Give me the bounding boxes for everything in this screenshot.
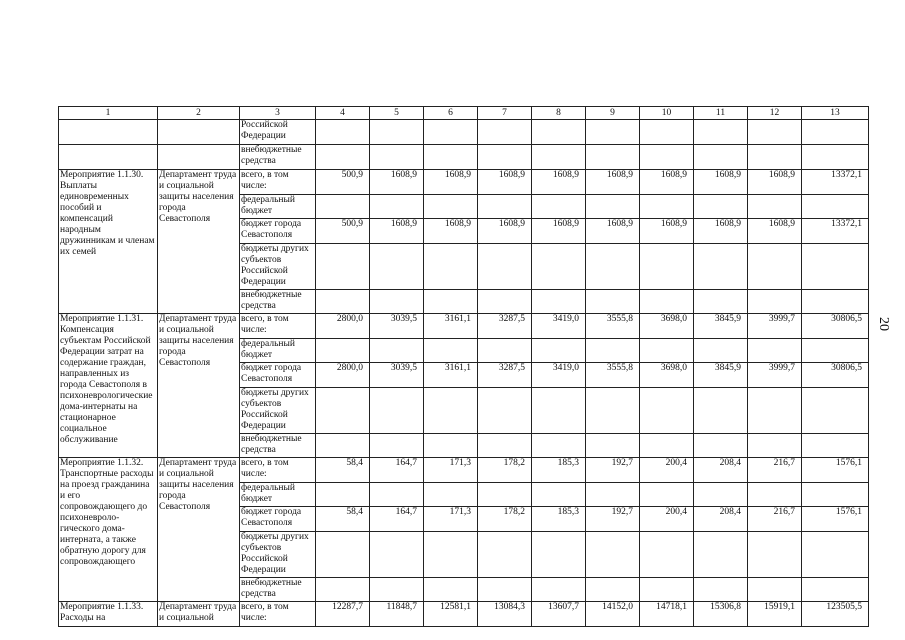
value-cell [694,339,748,363]
value-cell: 3999,7 [748,314,802,339]
value-cell: 208,4 [694,458,748,483]
value-cell: 1608,9 [370,219,424,244]
value-cell: 13607,7 [532,602,586,627]
value-cell: 1608,9 [532,219,586,244]
value-cell [370,290,424,314]
value-cell [694,483,748,507]
value-cell [802,244,869,290]
executor-name: Департамент труда и социальной защиты населения города Севастополя [158,314,240,458]
value-cell: 185,3 [532,507,586,532]
value-cell: 3555,8 [586,363,640,388]
value-cell [370,434,424,458]
value-cell [640,483,694,507]
value-cell: 1576,1 [802,458,869,483]
value-cell [802,532,869,578]
header-cell: 12 [748,107,802,120]
measure-cell [59,145,158,170]
header-cell: 7 [478,107,532,120]
value-cell: 216,7 [748,458,802,483]
value-cell: 13084,3 [478,602,532,627]
value-cell: 2800,0 [316,363,370,388]
value-cell [316,388,370,434]
source-cell: Российской Федерации [240,120,316,145]
value-cell [748,532,802,578]
value-cell [586,483,640,507]
value-cell [748,145,802,170]
value-cell: 164,7 [370,507,424,532]
table-row [59,145,869,170]
value-cell [748,244,802,290]
header-cell: 9 [586,107,640,120]
value-cell: 14152,0 [586,602,640,627]
source-cell: всего, в том числе: [240,602,316,627]
value-cell [532,483,586,507]
header-cell: 4 [316,107,370,120]
value-cell [694,244,748,290]
value-cell [532,290,586,314]
value-cell [640,120,694,145]
value-cell [640,388,694,434]
value-cell: 13372,1 [802,170,869,195]
header-cell: 13 [802,107,869,120]
value-cell [532,145,586,170]
value-cell [478,578,532,602]
value-cell [478,339,532,363]
value-cell [640,195,694,219]
value-cell: 58,4 [316,507,370,532]
header-cell: 1 [59,107,158,120]
value-cell [424,145,478,170]
value-cell [640,339,694,363]
header-row [59,107,869,120]
value-cell [532,339,586,363]
source-cell: бюджеты других субъектов Российской Федерации [240,532,316,578]
value-cell [586,145,640,170]
value-cell: 3419,0 [532,314,586,339]
value-cell: 123505,5 [802,602,869,627]
value-cell [694,120,748,145]
value-cell [370,145,424,170]
source-cell: всего, в том числе: [240,170,316,195]
value-cell: 3698,0 [640,363,694,388]
value-cell: 3287,5 [478,363,532,388]
value-cell [424,195,478,219]
value-cell [370,483,424,507]
value-cell: 192,7 [586,507,640,532]
source-cell: всего, в том числе: [240,314,316,339]
source-cell: бюджеты других субъектов Российской Федерации [240,388,316,434]
value-cell [316,339,370,363]
value-cell: 200,4 [640,458,694,483]
header-cell: 5 [370,107,424,120]
value-cell [478,244,532,290]
value-cell: 12287,7 [316,602,370,627]
value-cell [478,434,532,458]
header-cell: 6 [424,107,478,120]
value-cell: 208,4 [694,507,748,532]
value-cell: 1608,9 [424,170,478,195]
value-cell [586,532,640,578]
table-row [59,120,869,145]
value-cell: 3845,9 [694,314,748,339]
value-cell: 1608,9 [694,219,748,244]
source-cell: внебюджетные средства [240,145,316,170]
value-cell: 3039,5 [370,314,424,339]
header-cell: 8 [532,107,586,120]
source-cell: внебюджетные средства [240,434,316,458]
value-cell [694,145,748,170]
value-cell: 30806,5 [802,314,869,339]
value-cell [748,339,802,363]
source-cell: всего, в том числе: [240,458,316,483]
source-cell: федеральный бюджет [240,339,316,363]
value-cell [370,195,424,219]
source-cell: внебюджетные средства [240,290,316,314]
value-cell: 30806,5 [802,363,869,388]
value-cell: 3555,8 [586,314,640,339]
value-cell: 2800,0 [316,314,370,339]
value-cell: 178,2 [478,458,532,483]
value-cell [748,388,802,434]
value-cell: 1608,9 [478,219,532,244]
value-cell [532,244,586,290]
value-cell [532,532,586,578]
value-cell [532,195,586,219]
source-cell: бюджеты других субъектов Российской Федерации [240,244,316,290]
table-row [59,602,869,627]
value-cell [316,578,370,602]
value-cell [316,290,370,314]
table-row [59,170,869,195]
source-cell: бюджет города Севастополя [240,363,316,388]
value-cell: 1608,9 [586,219,640,244]
value-cell: 3999,7 [748,363,802,388]
header-cell: 2 [158,107,240,120]
value-cell [316,145,370,170]
value-cell [802,120,869,145]
value-cell [640,290,694,314]
value-cell: 500,9 [316,170,370,195]
value-cell: 200,4 [640,507,694,532]
value-cell [424,120,478,145]
value-cell: 14718,1 [640,602,694,627]
value-cell [424,483,478,507]
executor-cell [158,120,240,145]
value-cell [424,532,478,578]
table-body [59,107,869,627]
value-cell [424,339,478,363]
value-cell [424,434,478,458]
value-cell: 185,3 [532,458,586,483]
value-cell [478,290,532,314]
value-cell [424,388,478,434]
value-cell: 1608,9 [694,170,748,195]
source-cell: бюджет города Севастополя [240,219,316,244]
measure-name: Мероприятие 1.1.33. Расходы на [59,602,158,627]
measure-cell [59,120,158,145]
executor-name: Департамент труда и социальной защиты населения города Севастополя [158,170,240,314]
source-cell: федеральный бюджет [240,195,316,219]
value-cell: 3161,1 [424,314,478,339]
value-cell: 164,7 [370,458,424,483]
value-cell: 1608,9 [424,219,478,244]
value-cell [532,120,586,145]
value-cell [586,244,640,290]
value-cell [478,532,532,578]
measure-name: Мероприятие 1.1.31. Компенсация субъектам Российской Федерации затрат на содержание граждан, направленных из города Севастополя в психоневрологические дома-интернаты на стационарное социальное обслуживание [59,314,158,458]
budget-table [58,106,869,627]
value-cell [802,578,869,602]
value-cell [532,388,586,434]
value-cell: 1608,9 [748,170,802,195]
value-cell [478,483,532,507]
value-cell [748,434,802,458]
value-cell [532,578,586,602]
value-cell [316,434,370,458]
value-cell [802,339,869,363]
value-cell: 171,3 [424,507,478,532]
value-cell [370,244,424,290]
value-cell [586,339,640,363]
value-cell [640,578,694,602]
value-cell [370,578,424,602]
header-cell: 11 [694,107,748,120]
executor-name: Департамент труда и социальной защиты населения города Севастополя [158,458,240,602]
value-cell [478,388,532,434]
value-cell [694,195,748,219]
executor-cell [158,145,240,170]
value-cell [802,145,869,170]
value-cell [802,290,869,314]
value-cell: 3419,0 [532,363,586,388]
value-cell [640,434,694,458]
value-cell: 1608,9 [640,219,694,244]
value-cell: 3039,5 [370,363,424,388]
value-cell: 3287,5 [478,314,532,339]
value-cell [748,195,802,219]
value-cell [424,244,478,290]
value-cell [748,120,802,145]
value-cell [694,290,748,314]
measure-name: Мероприятие 1.1.30. Выплаты единовременных пособий и компенсаций народным дружинникам и членам их семей [59,170,158,314]
value-cell: 15919,1 [748,602,802,627]
value-cell: 3698,0 [640,314,694,339]
value-cell [802,434,869,458]
source-cell: бюджет города Севастополя [240,507,316,532]
value-cell [478,145,532,170]
page-number: 20 [876,317,891,331]
value-cell: 178,2 [478,507,532,532]
value-cell [316,195,370,219]
value-cell: 1608,9 [586,170,640,195]
value-cell [694,578,748,602]
value-cell [424,578,478,602]
value-cell [478,195,532,219]
header-cell: 3 [240,107,316,120]
value-cell: 171,3 [424,458,478,483]
value-cell [694,434,748,458]
value-cell [370,120,424,145]
value-cell [316,483,370,507]
value-cell [370,388,424,434]
value-cell [640,145,694,170]
value-cell: 11848,7 [370,602,424,627]
value-cell: 1608,9 [640,170,694,195]
value-cell: 192,7 [586,458,640,483]
value-cell [694,388,748,434]
value-cell: 3161,1 [424,363,478,388]
value-cell: 13372,1 [802,219,869,244]
value-cell [316,120,370,145]
value-cell [640,532,694,578]
value-cell [694,532,748,578]
value-cell [586,578,640,602]
value-cell [640,244,694,290]
value-cell: 58,4 [316,458,370,483]
value-cell: 1608,9 [748,219,802,244]
measure-name: Мероприятие 1.1.32. Транспортные расходы на проезд гражданина и его сопровождающего до психоневроло-гического дома-интерната, а также обратную дорогу для сопровождающего [59,458,158,602]
value-cell: 500,9 [316,219,370,244]
value-cell [478,120,532,145]
table-row [59,314,869,339]
value-cell [748,290,802,314]
value-cell [748,578,802,602]
value-cell [370,532,424,578]
value-cell [586,388,640,434]
value-cell [802,388,869,434]
value-cell: 216,7 [748,507,802,532]
table-row [59,458,869,483]
value-cell [370,339,424,363]
value-cell [532,434,586,458]
value-cell [424,290,478,314]
header-cell: 10 [640,107,694,120]
value-cell: 15306,8 [694,602,748,627]
value-cell [586,195,640,219]
value-cell: 1608,9 [478,170,532,195]
value-cell: 1576,1 [802,507,869,532]
value-cell [316,532,370,578]
value-cell [802,483,869,507]
executor-name: Департамент труда и социальной [158,602,240,627]
value-cell [748,483,802,507]
source-cell: внебюджетные средства [240,578,316,602]
value-cell: 1608,9 [532,170,586,195]
value-cell [586,434,640,458]
value-cell [586,120,640,145]
value-cell [802,195,869,219]
value-cell: 3845,9 [694,363,748,388]
value-cell [586,290,640,314]
value-cell: 1608,9 [370,170,424,195]
source-cell: федеральный бюджет [240,483,316,507]
value-cell: 12581,1 [424,602,478,627]
value-cell [316,244,370,290]
